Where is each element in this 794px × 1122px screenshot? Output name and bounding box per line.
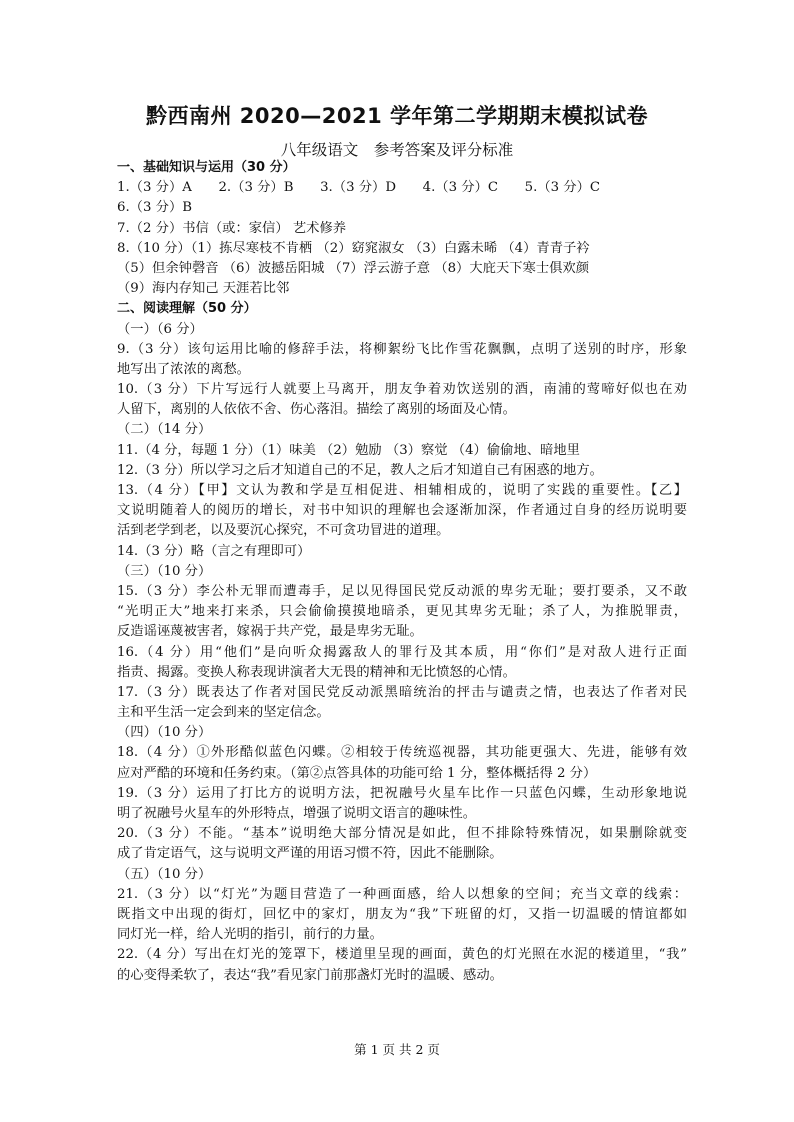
answer-line: 指责、揭露。变换人称表现讲演者大无畏的精神和无比愤怒的心情。 [117,664,516,680]
answer-line: 7.（2 分）书信（或：家信） 艺术修养 [117,220,347,236]
answer-line: 6.（3 分）B [117,200,193,216]
section-heading: 一、基础知识与运用（30 分） [117,160,296,175]
answer-line: 8.（10 分）（1）拣尽寒枝不肯栖 （2）窈窕淑女 （3）白露未晞 （4）青青子衿 [117,240,590,256]
answer-line: 文说明随着人的阅历的增长，对书中知识的理解也会逐渐加深，作者通过自身的经历说明要 [117,503,687,519]
answer-line: 11.（4 分，每题 1 分）（1）味美 （2）勉励 （3）察觉 （4）偷偷地、暗地里 [117,442,580,458]
answer-line: （五）（10 分） [117,866,212,882]
answer-line: （二）（14 分） [117,422,212,438]
answer-line: 20.（3 分）不能。“基本”说明绝大部分情况是如此，但不排除特殊情况，如果删除就变 [117,826,687,842]
answer-line: 17.（3 分）既表达了作者对国民党反动派黑暗统治的抨击与谴责之情，也表达了作者对民 [117,684,687,700]
answer-content [117,158,687,986]
answer-line: （5）但余钟磬音 （6）波撼岳阳城 （7）浮云游子意 （8）大庇天下寒士俱欢颜 [117,260,590,276]
page-subtitle: 八年级语文 参考答案及评分标准 [280,141,514,159]
answer-line: 应对严酷的环境和任务约束。（第②点答具体的功能可给 1 分，整体概括得 2 分） [117,765,597,781]
answer-line: 主和平生活一定会到来的坚定信念。 [117,705,330,721]
answer-line: （9）海内存知己 天涯若比邻 [117,281,290,297]
answer-line: 的心变得柔软了，表达“我”看见家门前那盏灯光时的温暖、感动。 [117,967,503,983]
answer-line: 同灯光一样，给人光明的指引，前行的力量。 [117,927,383,943]
answer-line: 9.（3 分）该句运用比喻的修辞手法，将柳絮纷飞比作雪花飘飘，点明了送别的时序，形象 [117,341,687,357]
answer-line: 10.（3 分）下片写远行人就要上马离开，朋友争着劝饮送别的酒，南浦的莺啼好似也在劝 [117,382,687,398]
page-title: 黔西南州 2020—2021 学年第二学期期末模拟试卷 [145,104,648,128]
answer-line: 1.（3 分）A 2.（3 分）B 3.（3 分）D 4.（3 分）C 5.（3 分）C [117,180,601,196]
answer-line: 16.（4 分）用“他们”是向听众揭露敌人的罪行及其本质，用“你们”是对敌人进行正面 [117,644,687,660]
answer-line: 18.（4 分）①外形酷似蓝色闪蝶。②相较于传统巡视器，其功能更强大、先进，能够有效 [117,745,687,761]
answer-line: 地写出了浓浓的离愁。 [117,361,250,377]
answer-line: 13.（4 分）【甲】文认为教和学是互相促进、相辅相成的，说明了实践的重要性。【乙】 [117,483,687,498]
answer-line: 14.（3 分）略（言之有理即可） [117,543,311,559]
answer-line: （一）（6 分） [117,321,203,337]
answer-line: “光明正大”地来打来杀，只会偷偷摸摸地暗杀，更见其卑劣无耻；杀了人，为推脱罪责， [117,604,687,620]
answer-line: 12.（3 分）所以学习之后才知道自己的不足，教人之后才知道自己有困惑的地方。 [117,462,603,478]
answer-line: 15.（3 分）李公朴无罪而遭毒手，足以见得国民党反动派的卑劣无耻；要打要杀，又不敢 [117,583,687,599]
answer-line: （三）（10 分） [117,563,212,579]
page-footer: 第 1 页 共 2 页 [354,1042,440,1057]
answer-line: 成了肯定语气，这与说明文严谨的用语习惯不符，因此不能删除。 [117,846,503,862]
answer-line: 明了祝融号火星车的外形特点，增强了说明文语言的趣味性。 [117,806,477,821]
answer-line: 人留下，离别的人依依不舍、伤心落泪。描绘了离别的场面及心情。 [117,402,516,418]
answer-line: 21.（3 分）以“灯光”为题目营造了一种画面感，给人以想象的空间；充当文章的线索： [117,886,687,902]
answer-line: （四）（10 分） [117,725,212,741]
answer-line: 反造谣诬蔑被害者，嫁祸于共产党，最是卑劣无耻。 [117,624,423,640]
answer-line: 22.（4 分）写出在灯光的笼罩下，楼道里呈现的画面，黄色的灯光照在水泥的楼道里，“我” [117,947,687,963]
answer-line: 活到老学到老，以及要沉心探究，不可贪功冒进的道理。 [117,523,450,539]
answer-line: 19.（3 分）运用了打比方的说明方法，把祝融号火星车比作一只蓝色闪蝶，生动形象地说 [117,785,687,801]
section-heading: 二、阅读理解（50 分） [117,301,257,317]
answer-line: 既指文中出现的街灯，回忆中的家灯，朋友为“我”下班留的灯，又指一切温暖的情谊都如 [117,906,687,922]
